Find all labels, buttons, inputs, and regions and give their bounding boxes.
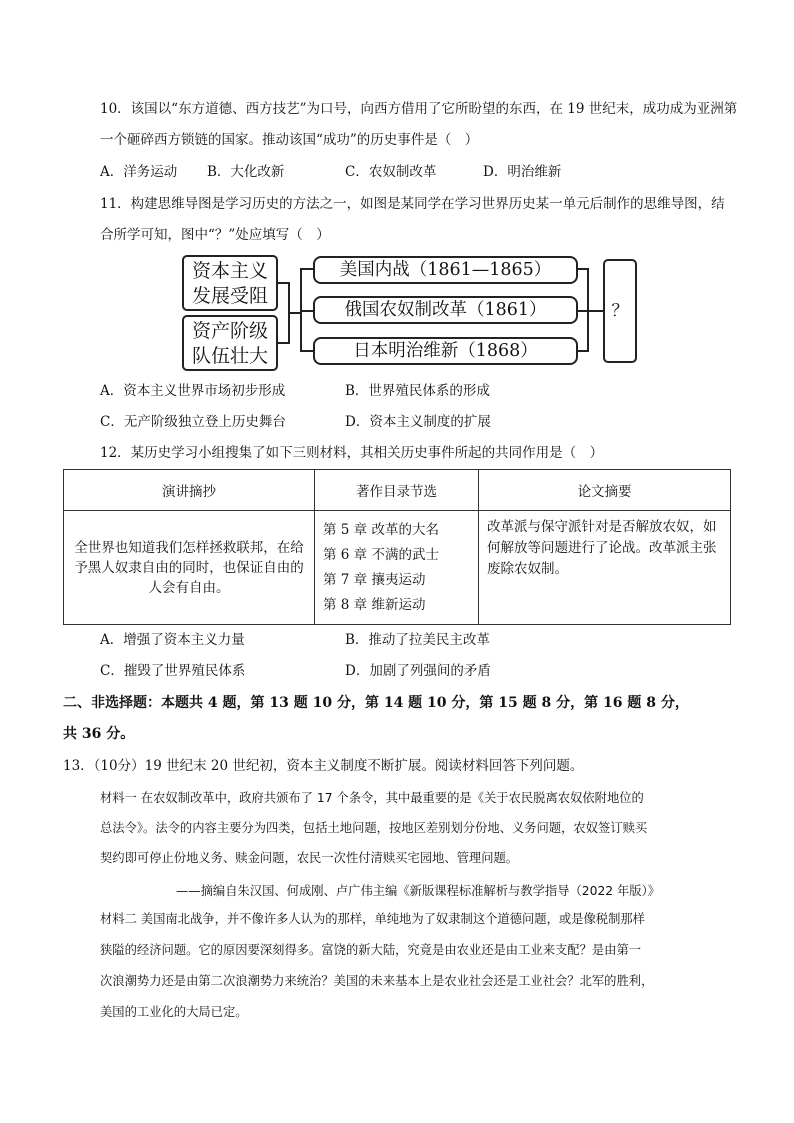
- mind-map-cause-2: [182, 315, 278, 371]
- contents-line: 第 7 章 攘夷运动: [323, 571, 426, 588]
- q10-stem-line2: 一个砸碎西方锁链的国家。推动该国“成功”的历史事件是（ ）: [100, 132, 479, 148]
- abstract-line: 何解放等问题进行了论战。改革派主张: [487, 540, 717, 556]
- q11-option-d: D．资本主义制度的扩展: [345, 414, 491, 430]
- q10-option-c: C．农奴制改革: [345, 164, 437, 180]
- mind-map-cause-1: [182, 255, 278, 311]
- contents-line: 第 6 章 不满的武士: [323, 546, 439, 563]
- q10-option-b: B．大化改新: [207, 164, 285, 180]
- connector: [300, 268, 314, 270]
- q11-option-c: C．无产阶级独立登上历史舞台: [100, 414, 286, 430]
- q13-material2-line4: 美国的工业化的大局已定。: [100, 1005, 248, 1019]
- table-cell-contents: [315, 511, 479, 625]
- q12-option-a: A．增强了资本主义力量: [100, 632, 245, 648]
- connector: [278, 282, 288, 284]
- cause-2-line2: 队伍壮大: [191, 345, 268, 367]
- speech-line: 予黑人奴隶自由的同时，也保证自由的: [74, 559, 304, 576]
- cause-1-line2: 发展受阻: [191, 285, 268, 307]
- q10-stem-line1: 10．该国以“东方道德、西方技艺”为口号，向西方借用了它所盼望的东西，在 19 世纪末，成功成为亚洲第: [100, 101, 738, 117]
- q13-material1-source: ——摘编自朱汉国、何成刚、卢广伟主编《新版课程标准解析与教学指导（2022 年版）》: [176, 884, 661, 898]
- q13-material1-line1: 材料一 在农奴制改革中，政府共颁布了 17 个条令，其中最重要的是《关于农民脱离农奴依附地位的: [100, 791, 644, 805]
- q10-option-a: A．洋务运动: [100, 164, 178, 180]
- q10-option-d: D．明治维新: [483, 164, 562, 180]
- table-header-abstract: 论文摘要: [479, 470, 731, 511]
- connector: [300, 310, 314, 312]
- q13-material2-line1: 材料二 美国南北战争，并不像许多人认为的那样，单纯地为了奴隶制这个道德问题，或是像税制那样: [100, 912, 645, 926]
- q11-stem-line2: 合所学可知，图中“？”处应填写（ ）: [100, 227, 330, 243]
- section-2-heading-line1: 二、非选择题：本题共 4 题，第 13 题 10 分，第 14 题 10 分，第 15 题 8 分，第 16 题 8 分，: [63, 695, 689, 711]
- cause-2-line1: 资产阶级: [191, 320, 268, 342]
- section-2-heading-line2: 共 36 分。: [63, 726, 135, 742]
- table-cell-speech: [64, 511, 315, 625]
- connector: [300, 350, 314, 352]
- q12-option-d: D．加剧了列强间的矛盾: [345, 663, 491, 679]
- abstract-line: 改革派与保守派针对是否解放农奴，如: [487, 519, 717, 535]
- q11-stem-line1: 11．构建思维导图是学习历史的方法之一，如图是某同学在学习世界历史某一单元后制作的思维导图，结: [100, 196, 725, 212]
- speech-line: 全世界也知道我们怎样拯救联邦，在给: [74, 539, 304, 556]
- q12-materials-table: [63, 469, 731, 625]
- connector: [278, 342, 288, 344]
- q13-material1-line2: 总法令》。法令的内容主要分为四类，包括土地问题，按地区差别划分份地、义务问题，农奴签订赎买: [100, 821, 648, 835]
- contents-line: 第 8 章 维新运动: [323, 596, 426, 613]
- table-cell-abstract: [479, 511, 731, 625]
- q13-material1-line3: 契约即可停止份地义务、赎金问题，农民一次性付清赎买宅园地、管理问题。: [100, 851, 519, 865]
- mind-map-result-unknown: ？: [603, 259, 637, 363]
- q11-option-b: B．世界殖民体系的形成: [345, 383, 490, 399]
- q13-material2-line2: 狭隘的经济问题。它的原因要深刻得多。富饶的新大陆，究竟是由农业还是由工业来支配？是由第一: [100, 943, 642, 957]
- mind-map-event-1: 美国内战（1861—1865）: [313, 256, 578, 284]
- speech-line: 人会有自由。: [148, 579, 230, 596]
- table-header-speech: 演讲摘抄: [64, 470, 315, 511]
- q12-stem: 12．某历史学习小组搜集了如下三则材料，其相关历史事件所起的共同作用是（ ）: [100, 445, 604, 461]
- q13-material2-line3: 次浪潮势力还是由第二次浪潮势力来统治？美国的未来基本上是农业社会还是工业社会？北军的胜利，: [100, 974, 654, 988]
- q12-option-c: C．摧毁了世界殖民体系: [100, 663, 246, 679]
- mind-map-event-3: 日本明治维新（1868）: [313, 337, 578, 365]
- abstract-line: 废除农奴制。: [487, 561, 568, 577]
- q11-option-a: A．资本主义世界市场初步形成: [100, 383, 286, 399]
- connector: [587, 310, 603, 312]
- q12-option-b: B．推动了拉美民主改革: [345, 632, 490, 648]
- table-header-contents: 著作目录节选: [315, 470, 479, 511]
- mind-map-event-2: 俄国农奴制改革（1861）: [313, 296, 578, 324]
- contents-line: 第 5 章 改革的大名: [323, 521, 439, 538]
- connector: [288, 312, 300, 314]
- q13-stem: 13．（10分）19 世纪末 20 世纪初，资本主义制度不断扩展。阅读材料回答下列问题。: [63, 758, 584, 774]
- cause-1-line1: 资本主义: [191, 260, 268, 282]
